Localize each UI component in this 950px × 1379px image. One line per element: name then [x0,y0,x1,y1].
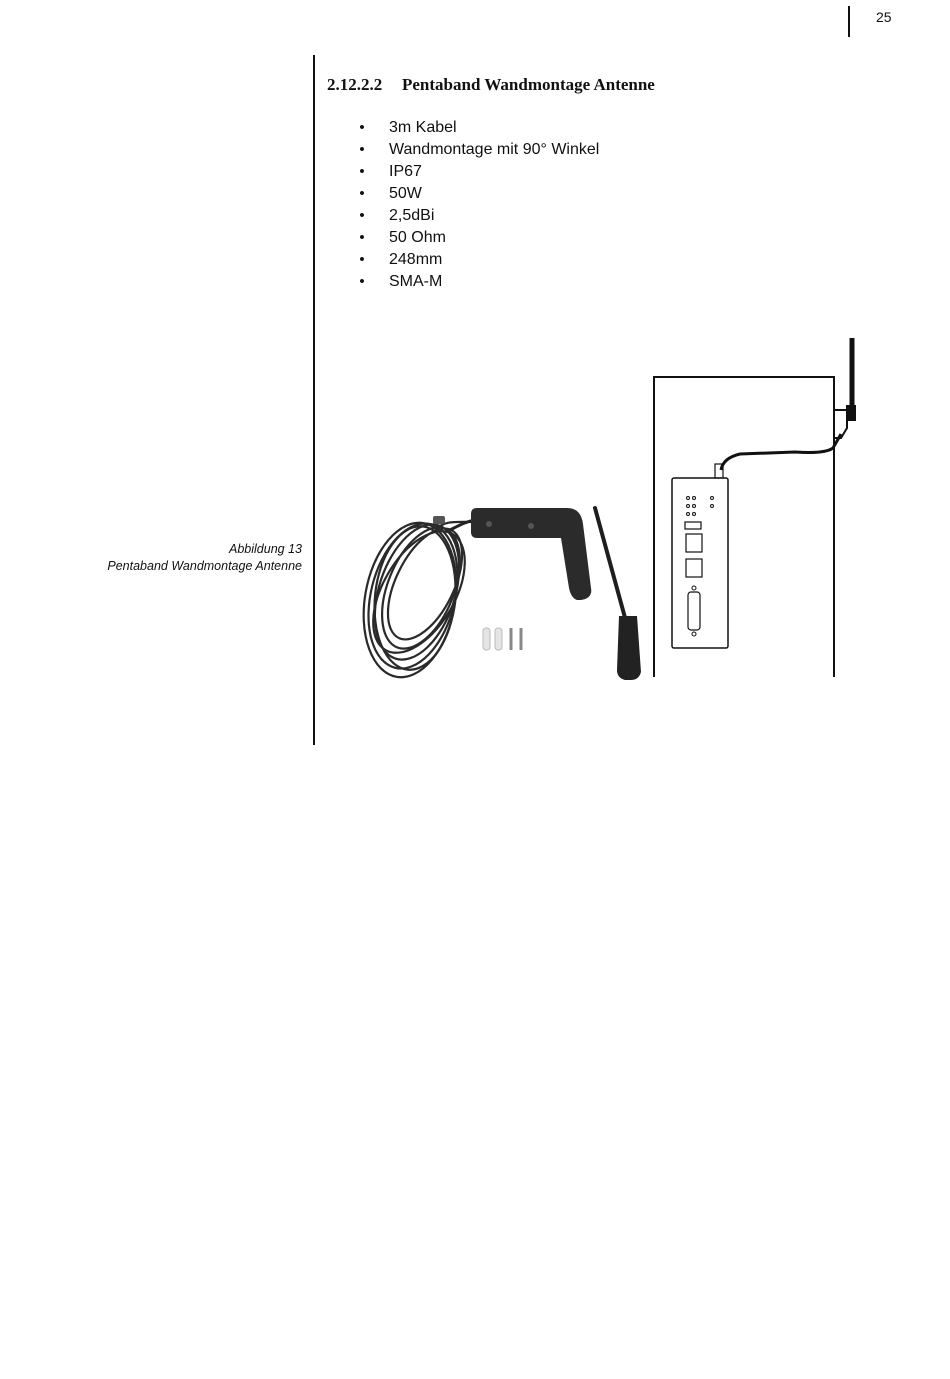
list-item: • Wandmontage mit 90° Winkel [355,139,599,161]
antenna-rod [595,508,627,625]
bullet-icon: • [359,273,365,290]
list-item: • SMA-M [355,271,599,293]
bullet-icon: • [359,119,365,136]
installation-diagram [654,338,855,677]
bullet-icon: • [359,207,365,224]
caption-figure-number: Abbildung 13 [229,542,302,556]
list-item: • 3m Kabel [355,117,599,139]
section-heading [327,75,655,95]
screws-and-plugs [483,628,521,650]
bullet-icon: • [359,163,365,180]
bullet-icon: • [359,251,365,268]
bullet-icon: • [359,141,365,158]
list-item: • 2,5dBi [355,205,599,227]
bullet-icon: • [359,229,365,246]
column-divider [313,55,315,745]
page-number-divider [848,6,850,37]
cable-connector [433,516,445,524]
coiled-cable [355,514,484,685]
bullet-icon: • [359,185,365,202]
caption-figure-title: Pentaband Wandmontage Antenne [107,559,302,573]
spec-list [355,117,599,293]
list-item: • 50 Ohm [355,227,599,249]
list-item: • 50W [355,183,599,205]
figure-caption [107,541,302,575]
antenna-base [617,616,641,680]
section-title: Pentaband Wandmontage Antenne [402,75,655,94]
section-number: 2.12.2.2 [327,75,383,94]
page-number: 25 [876,9,892,25]
antenna-figure [355,330,875,695]
antenna-product-image [355,330,875,690]
list-item: • IP67 [355,161,599,183]
list-item: • 248mm [355,249,599,271]
